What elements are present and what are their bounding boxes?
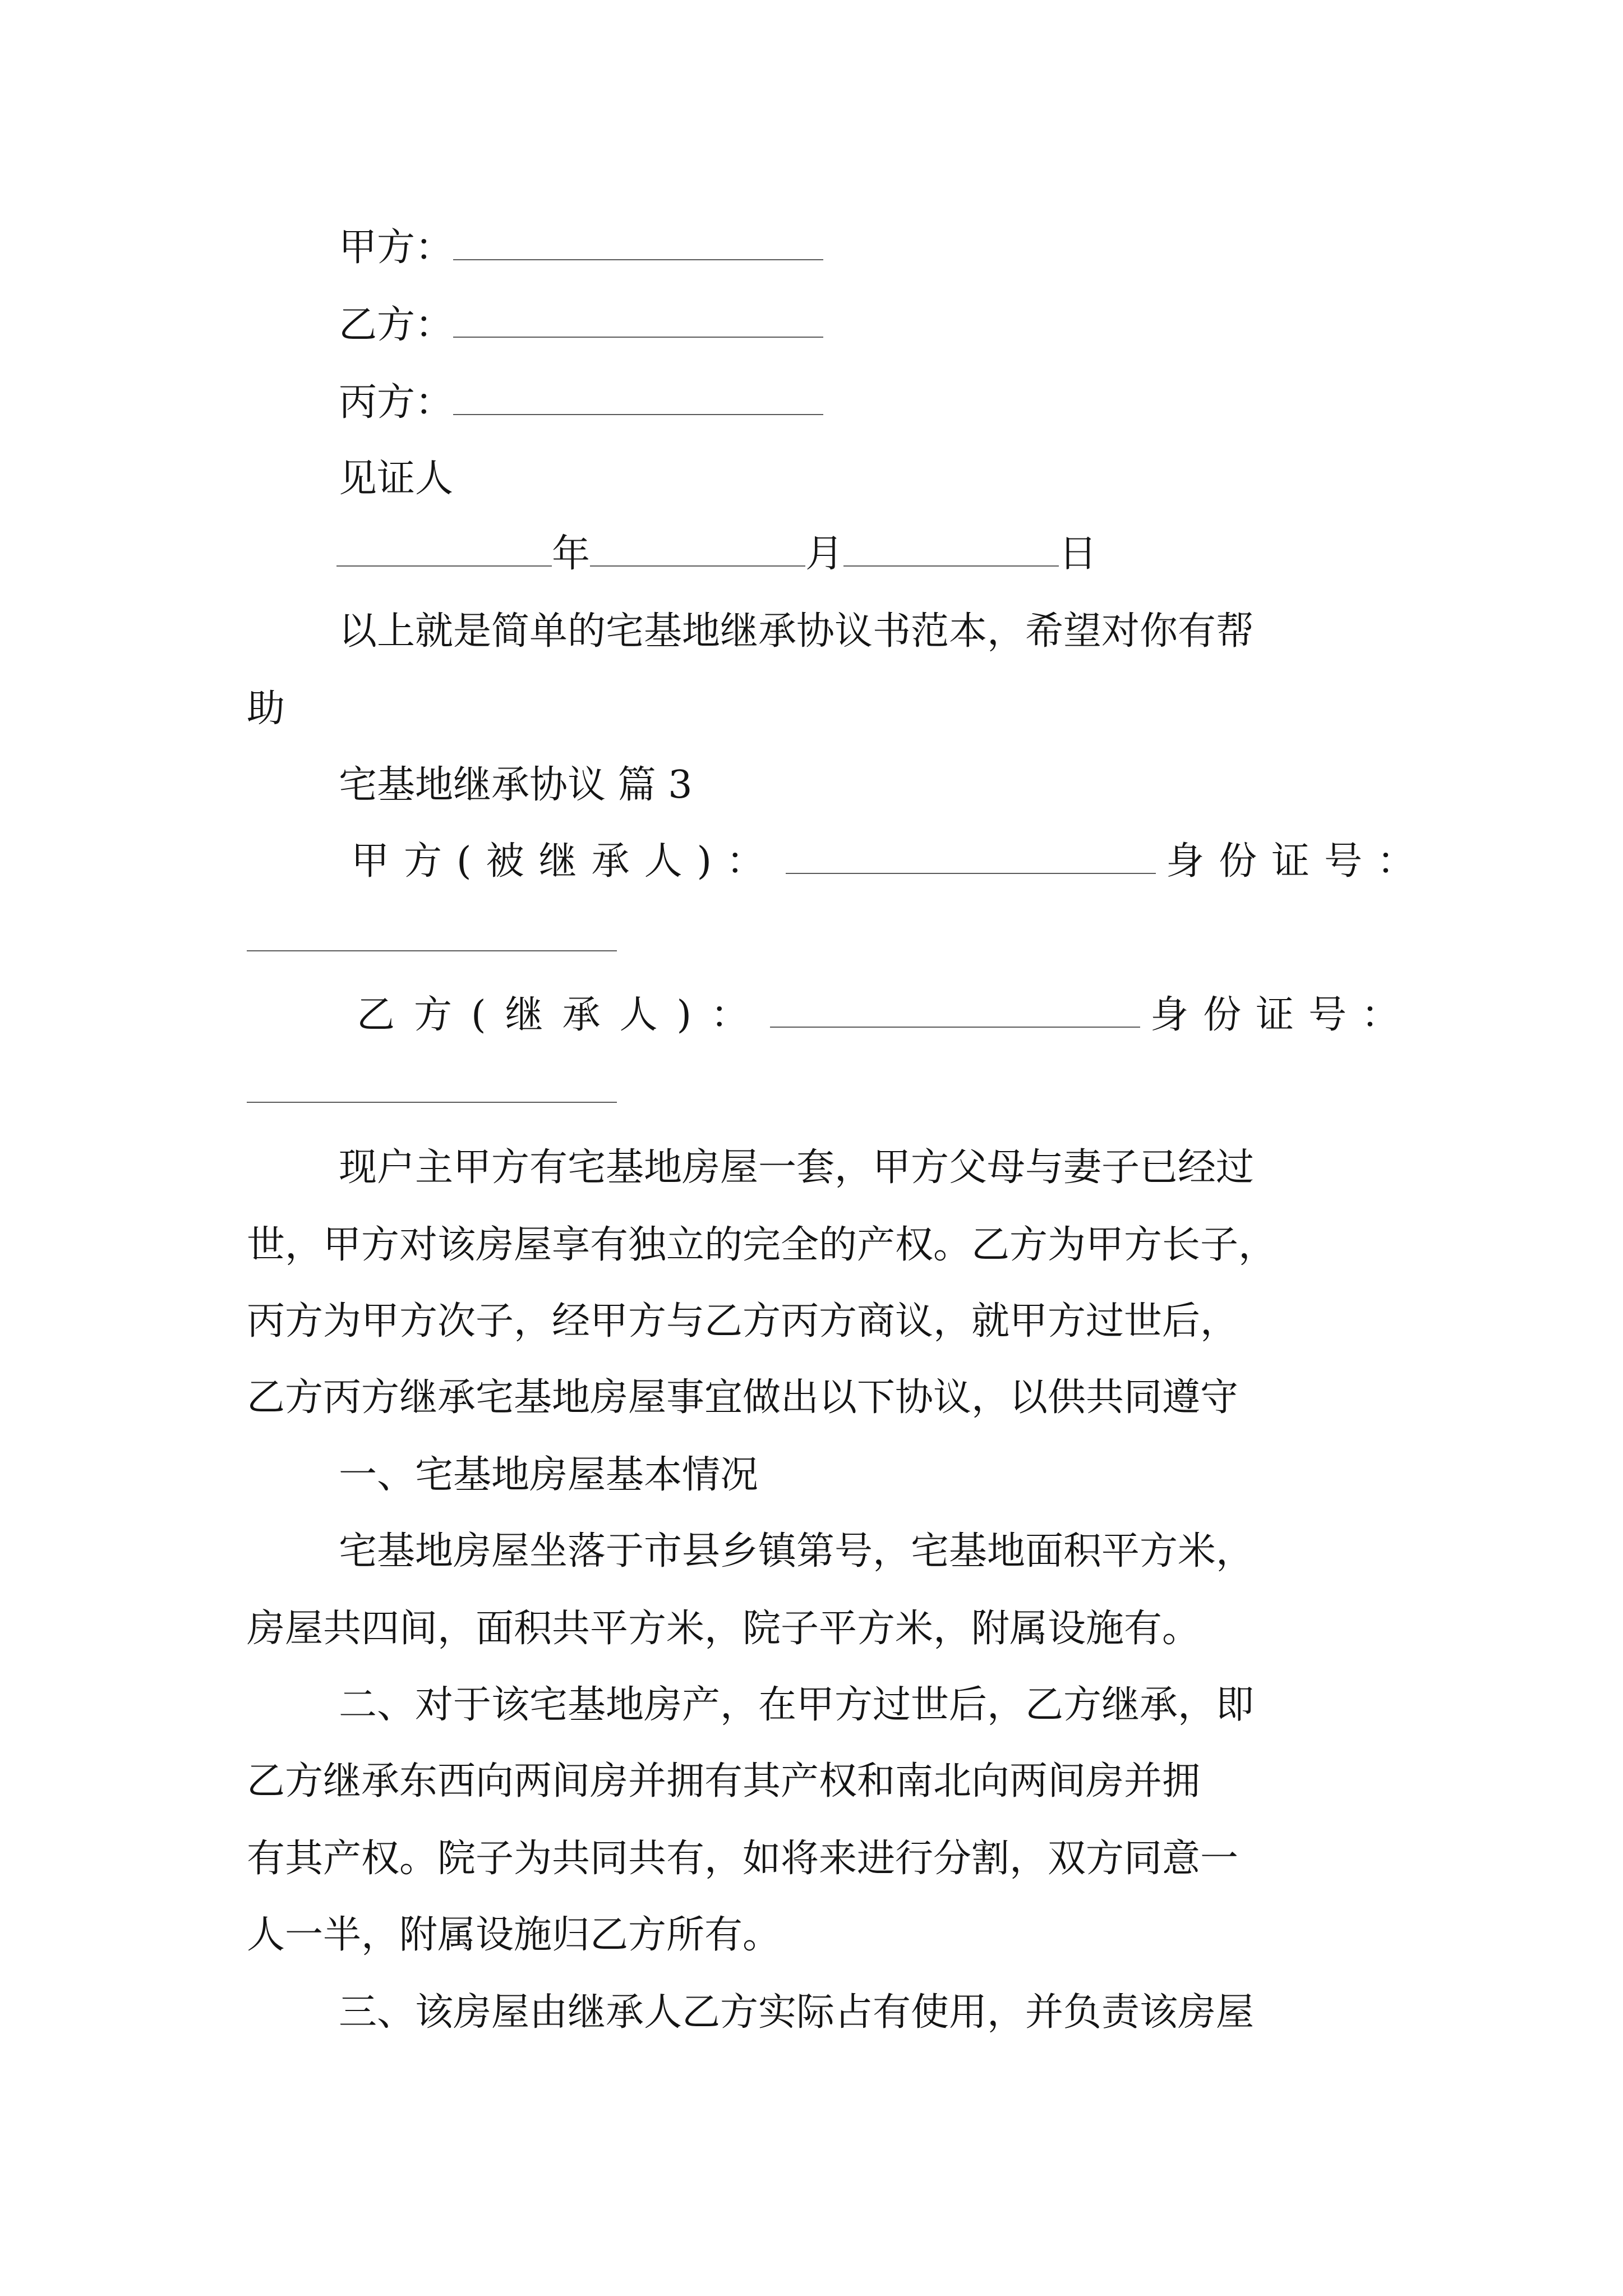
year-blank [336, 533, 552, 567]
body-line: 人一半，附属设施归乙方所有。 [247, 1913, 781, 1957]
party-c-label: 丙方： [339, 380, 454, 425]
section-party-a-id-label: 身份证号： [1166, 839, 1430, 884]
body-line: 有其产权。院子为共同共有，如将来进行分割，双方同意一 [247, 1837, 1239, 1881]
day-label: 日 [1059, 532, 1098, 576]
body-line: 房屋共四间，面积共平方米，院子平方米，附属设施有。 [247, 1607, 1201, 1651]
body-line: 二、对于该宅基地房产，在甲方过世后，乙方继承，即 [339, 1683, 1255, 1727]
party-b-line [339, 298, 823, 352]
section-party-b-blank [770, 994, 1140, 1028]
body-line: 乙方丙方继承宅基地房屋事宜做出以下协议，以供共同遵守 [247, 1375, 1239, 1420]
day-blank [843, 533, 1059, 567]
party-a-blank [453, 227, 823, 260]
party-a-line [339, 221, 823, 275]
month-label: 月 [805, 532, 844, 576]
section-party-b-label: 乙方(继承人)： [357, 993, 768, 1037]
section-party-a-label: 甲方(被继承人)： [351, 839, 780, 884]
section-party-a-id-blank [247, 950, 617, 951]
month-blank [590, 533, 805, 567]
body-line: 三、该房屋由继承人乙方实际占有使用，并负责该房屋 [339, 1990, 1255, 2035]
body-line: 乙方继承东西向两间房并拥有其产权和南北向两间房并拥 [247, 1759, 1201, 1803]
section-party-b-id-blank [247, 1102, 617, 1103]
party-a-label: 甲方： [339, 226, 454, 270]
body-line: 现户主甲方有宅基地房屋一套，甲方父母与妻子已经过 [339, 1145, 1255, 1190]
section-party-a-blank [786, 840, 1156, 874]
witness-label: 见证人 [339, 457, 454, 501]
closing-line-2: 助 [247, 687, 285, 731]
year-label: 年 [552, 532, 591, 576]
date-line [336, 527, 1097, 581]
closing-line-1: 以上就是简单的宅基地继承协议书范本，希望对你有帮 [339, 609, 1255, 654]
party-c-blank [453, 381, 823, 415]
section-party-b-id-label: 身份证号： [1150, 993, 1414, 1037]
party-b-label: 乙方： [339, 303, 454, 347]
body-line: 世，甲方对该房屋享有独立的完全的产权。乙方为甲方长子， [247, 1223, 1277, 1267]
body-line: 宅基地房屋坐落于市县乡镇第号，宅基地面积平方米， [339, 1529, 1255, 1573]
clause-heading: 一、宅基地房屋基本情况 [339, 1453, 759, 1497]
party-c-line [339, 376, 823, 430]
body-line: 丙方为甲方次子，经甲方与乙方丙方商议，就甲方过世后， [247, 1299, 1239, 1343]
section-party-a-line [351, 835, 1430, 889]
section-title: 宅基地继承协议 篇 3 [339, 763, 693, 807]
section-party-b-line [357, 988, 1414, 1042]
party-b-blank [453, 304, 823, 338]
